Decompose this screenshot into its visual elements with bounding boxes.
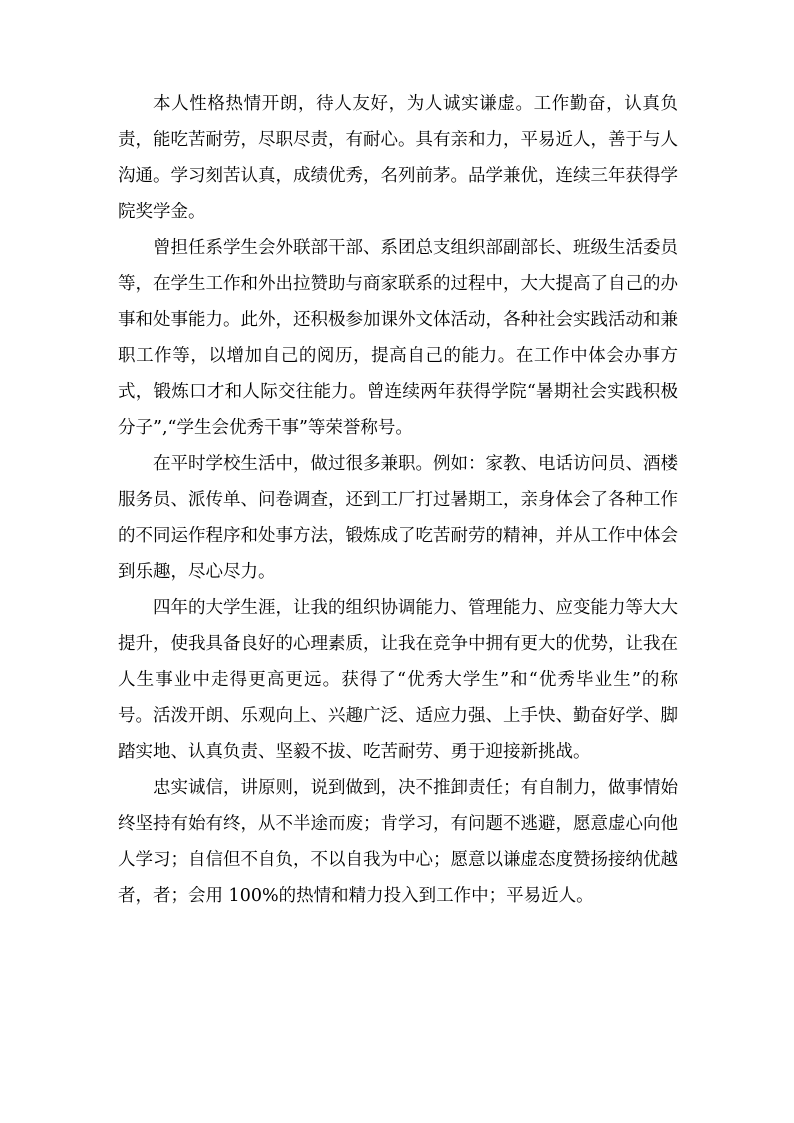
paragraph-character-traits: 忠实诚信，讲原则，说到做到，决不推卸责任；有自制力，做事情始终坚持有始有终，从不半途而废；肯学习，有问题不逃避，愿意虚心向他人学习；自信但不自负，不以自我为中心；愿意以谦虚态度赞扬接纳优越者，者；会用 100%的热情和精力投入到工作中；平易近人。 bbox=[118, 778, 678, 906]
document-page bbox=[118, 86, 678, 914]
paragraph-university-life: 四年的大学生涯，让我的组织协调能力、管理能力、应变能力等大大提升，使我具备良好的心理素质，让我在竞争中拥有更大的优势，让我在人生事业中走得更高更远。获得了“优秀大学生”和“优秀毕业生”的称号。活泼开朗、乐观向上、兴趣广泛、适应力强、上手快、勤奋好学、脚踏实地、认真负责、坚毅不拔、吃苦耐劳、勇于迎接新挑战。 bbox=[118, 598, 678, 762]
paragraph-personality: 本人性格热情开朗，待人友好，为人诚实谦虚。工作勤奋，认真负责，能吃苦耐劳，尽职尽责，有耐心。具有亲和力，平易近人，善于与人沟通。学习刻苦认真，成绩优秀，名列前茅。品学兼优，连续三年获得学院奖学金。 bbox=[118, 94, 678, 222]
paragraph-part-time-jobs: 在平时学校生活中，做过很多兼职。例如：家教、电话访问员、酒楼服务员、派传单、问卷调查，还到工厂打过暑期工，亲身体会了各种工作的不同运作程序和处事方法，锻炼成了吃苦耐劳的精神，并从工作中体会到乐趣，尽心尽力。 bbox=[118, 454, 678, 582]
paragraph-student-union: 曾担任系学生会外联部干部、系团总支组织部副部长、班级生活委员等，在学生工作和外出拉赞助与商家联系的过程中，大大提高了自己的办事和处事能力。此外，还积极参加课外文体活动，各种社会实践活动和兼职工作等，以增加自己的阅历，提高自己的能力。在工作中体会办事方式，锻炼口才和人际交往能力。曾连续两年获得学院“暑期社会实践积极分子”,“学生会优秀干事”等荣誉称号。 bbox=[118, 238, 678, 438]
